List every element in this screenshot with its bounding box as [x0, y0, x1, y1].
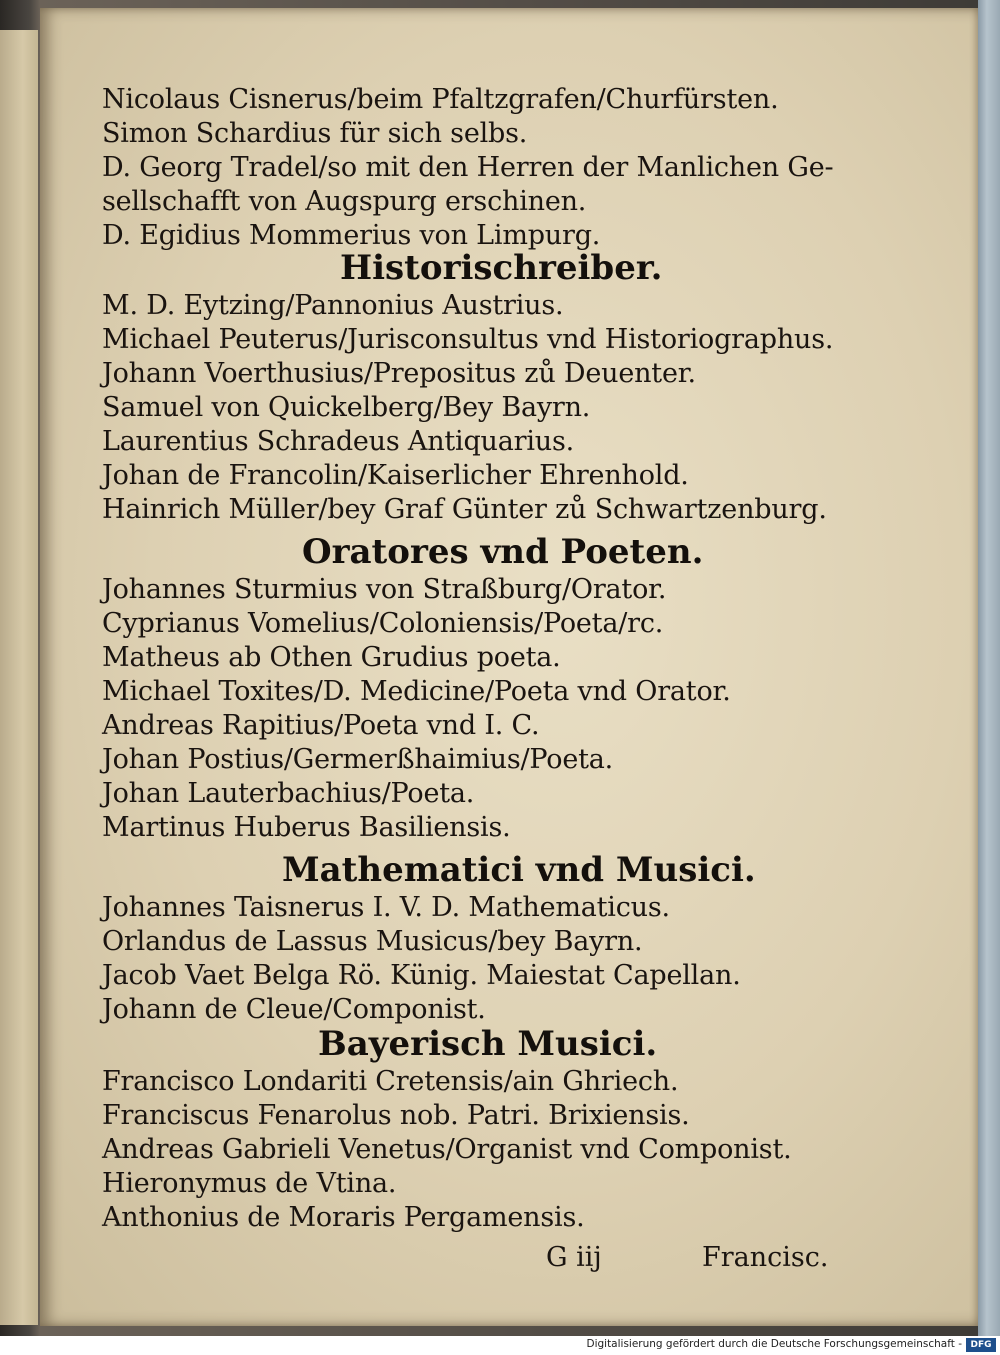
- text-line: D. Egidius Mommerius von Limpurg.: [102, 220, 601, 251]
- page-text: [40, 8, 978, 1326]
- text-line: Franciscus Fenarolus nob. Patri. Brixiensis.: [102, 1100, 690, 1131]
- credit-bar: [0, 1336, 1000, 1355]
- text-line: Matheus ab Othen Grudius poeta.: [102, 642, 561, 673]
- text-line: Andreas Gabrieli Venetus/Organist vnd Componist.: [102, 1134, 792, 1165]
- text-line: Samuel von Quickelberg/Bey Bayrn.: [102, 392, 591, 423]
- text-line: Hieronymus de Vtina.: [102, 1168, 397, 1199]
- section-heading: Oratores vnd Poeten.: [302, 532, 704, 572]
- text-line: Orlandus de Lassus Musicus/bey Bayrn.: [102, 926, 643, 957]
- text-line: Francisco Londariti Cretensis/ain Ghriech.: [102, 1066, 679, 1097]
- text-line: Michael Peuterus/Jurisconsultus vnd Historiographus.: [102, 324, 834, 355]
- text-line: Johan Postius/Germerßhaimius/Poeta.: [102, 744, 614, 775]
- catchword: Francisc.: [702, 1242, 829, 1273]
- text-line: Martinus Huberus Basiliensis.: [102, 812, 511, 843]
- text-line: sellschafft von Augspurg erschinen.: [102, 186, 587, 217]
- text-line: Laurentius Schradeus Antiquarius.: [102, 426, 575, 457]
- signature-mark: G iij: [546, 1242, 602, 1273]
- facing-page-edge: [0, 30, 38, 1325]
- section-heading: Bayerisch Musici.: [318, 1024, 658, 1064]
- text-line: M. D. Eytzing/Pannonius Austrius.: [102, 290, 564, 321]
- text-line: Cyprianus Vomelius/Coloniensis/Poeta/rc.: [102, 608, 664, 639]
- text-line: Jacob Vaet Belga Rö. Künig. Maiestat Capellan.: [102, 960, 741, 991]
- text-line: Nicolaus Cisnerus/beim Pfaltzgrafen/Churfürsten.: [102, 84, 779, 115]
- text-line: Michael Toxites/D. Medicine/Poeta vnd Orator.: [102, 676, 731, 707]
- text-line: Andreas Rapitius/Poeta vnd I. C.: [102, 710, 540, 741]
- text-line: Anthonius de Moraris Pergamensis.: [102, 1202, 585, 1233]
- section-heading: Mathematici vnd Musici.: [282, 850, 756, 890]
- text-line: D. Georg Tradel/so mit den Herren der Manlichen Ge-: [102, 152, 834, 183]
- dfg-logo-icon: DFG: [966, 1338, 996, 1352]
- section-heading: Historischreiber.: [340, 248, 663, 288]
- text-line: Hainrich Müller/bey Graf Günter zů Schwartzenburg.: [102, 494, 827, 525]
- text-line: Johan Lauterbachius/Poeta.: [102, 778, 475, 809]
- text-line: Johan de Francolin/Kaiserlicher Ehrenhold.: [102, 460, 689, 491]
- text-line: Johannes Taisnerus I. V. D. Mathematicus.: [102, 892, 670, 923]
- text-line: Simon Schardius für sich selbs.: [102, 118, 528, 149]
- text-line: Johann Voerthusius/Prepositus zů Deuenter.: [102, 358, 696, 389]
- text-line: Johannes Sturmius von Straßburg/Orator.: [102, 574, 667, 605]
- funding-credit: Digitalisierung gefördert durch die Deutsche Forschungsgemeinschaft -: [586, 1338, 962, 1350]
- document-page: [40, 8, 978, 1326]
- book-cover-edge: [978, 0, 1000, 1336]
- text-line: Johann de Cleue/Componist.: [102, 994, 486, 1025]
